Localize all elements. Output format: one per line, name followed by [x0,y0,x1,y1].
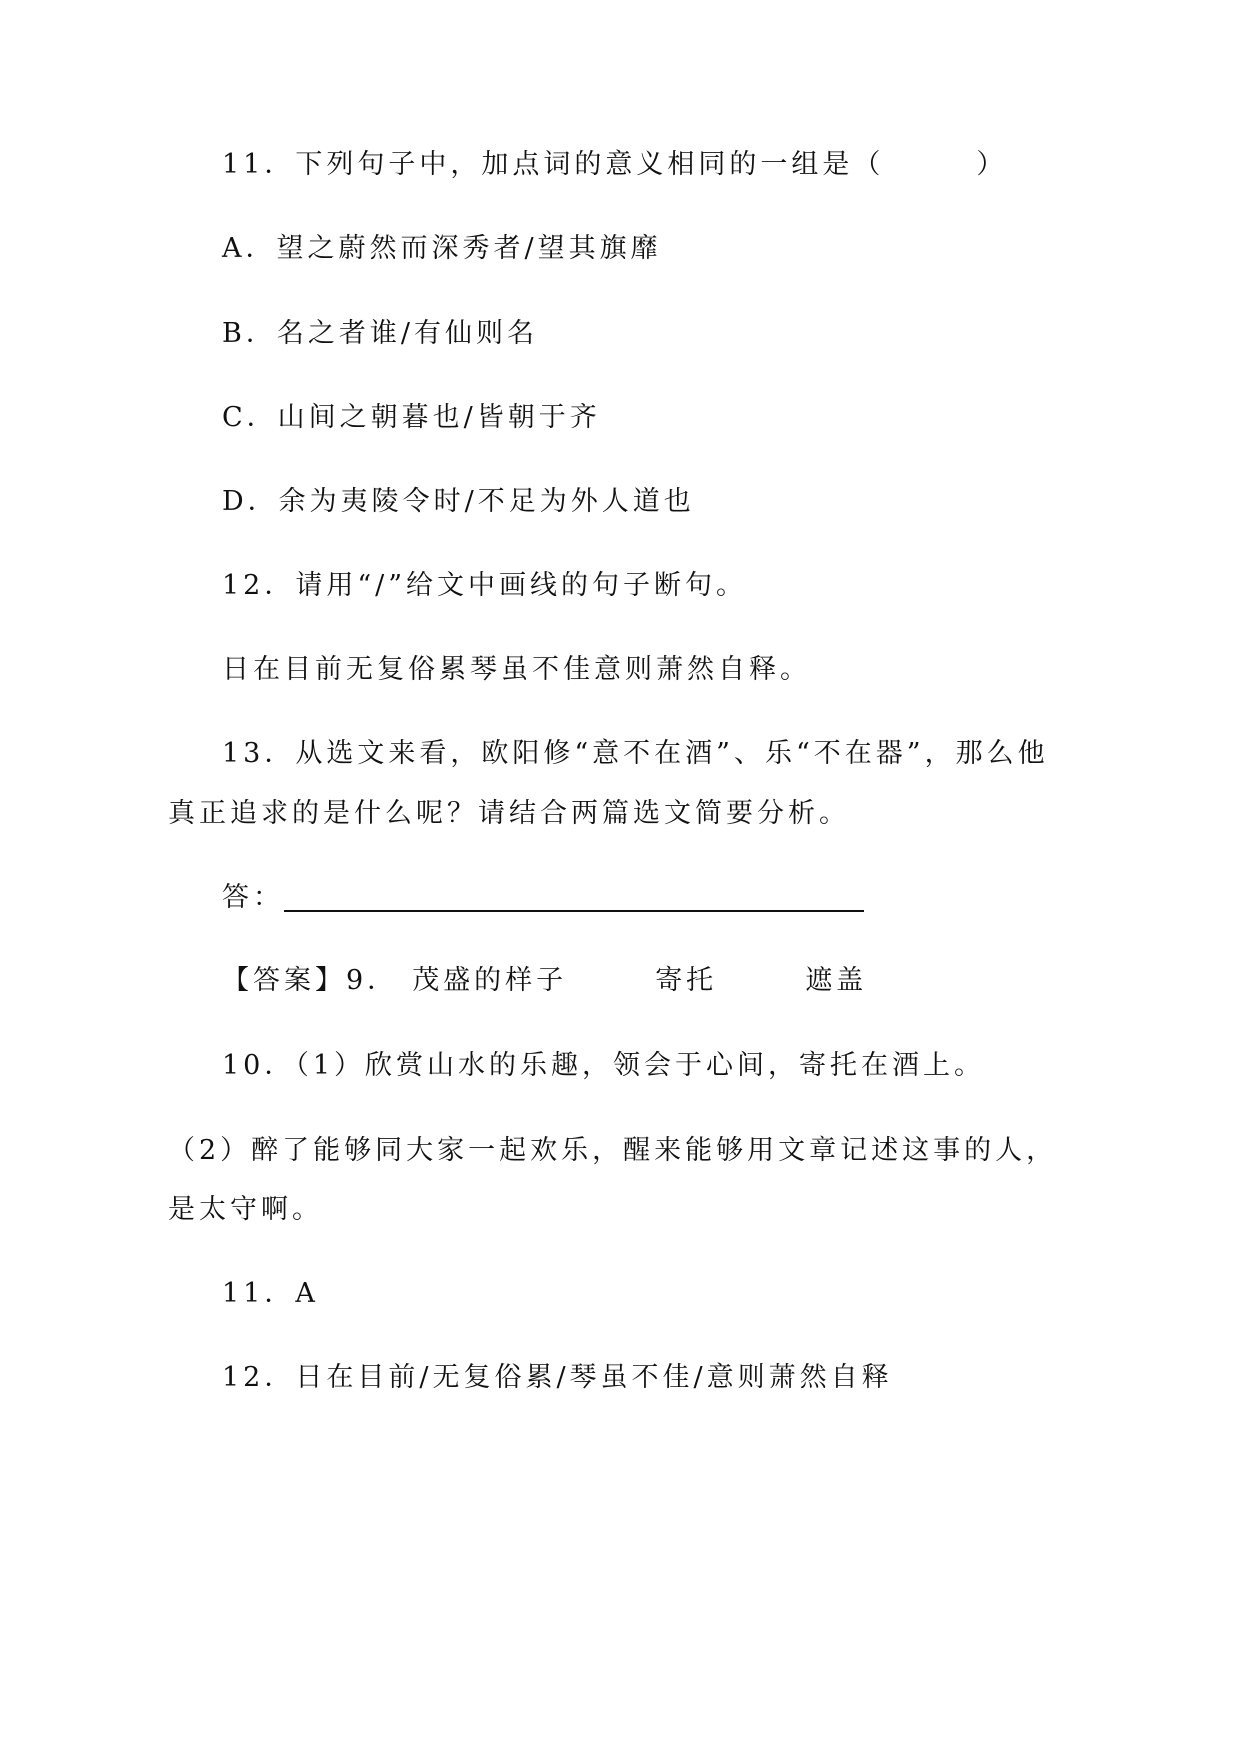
answer-9-1: 茂盛的样子 [412,965,568,996]
q13-answer-label: 答： [222,882,284,913]
answer-10-2-line1: （2）醉了能够同大家一起欢乐，醒来能够用文章记述这事的人， [168,1135,1058,1166]
q11-stem-line [222,151,1007,178]
answer-12: 12．日在目前/无复俗累/琴虽不佳/意则萧然自释 [222,1362,893,1393]
q13-stem-line2: 真正追求的是什么呢？请结合两篇选文简要分析。 [168,798,850,829]
q13-answer-row [222,884,864,912]
q11-stem: 11．下列句子中，加点词的意义相同的一组是（ [222,149,885,180]
answer-10-2-line2: 是太守啊。 [168,1194,323,1225]
answer-9-2: 寄托 [655,965,718,996]
answer-11: 11．A [222,1278,319,1309]
q11-option-c: C．山间之朝暮也/皆朝于齐 [222,402,601,433]
q13-stem-line1: 13．从选文来看，欧阳修“意不在酒”、乐“不在器”，那么他 [222,738,1049,769]
answer-9-3: 遮盖 [805,965,868,996]
q11-option-b: B．名之者谁/有仙则名 [222,318,538,349]
q12-sentence: 日在目前无复俗累琴虽不佳意则萧然自释。 [222,654,811,685]
answer-header: 【答案】9． [222,965,399,996]
q11-option-a: A．望之蔚然而深秀者/望其旗靡 [222,233,662,264]
q12-stem: 12．请用“/”给文中画线的句子断句。 [222,570,748,601]
answer-header-row [222,967,867,994]
q11-stem-close: ） [976,149,1008,180]
q13-answer-line [284,910,864,912]
q11-option-d: D．余为夷陵令时/不足为外人道也 [222,486,695,517]
answer-10-1: 10．（1）欣赏山水的乐趣，领会于心间，寄托在酒上。 [222,1050,986,1081]
